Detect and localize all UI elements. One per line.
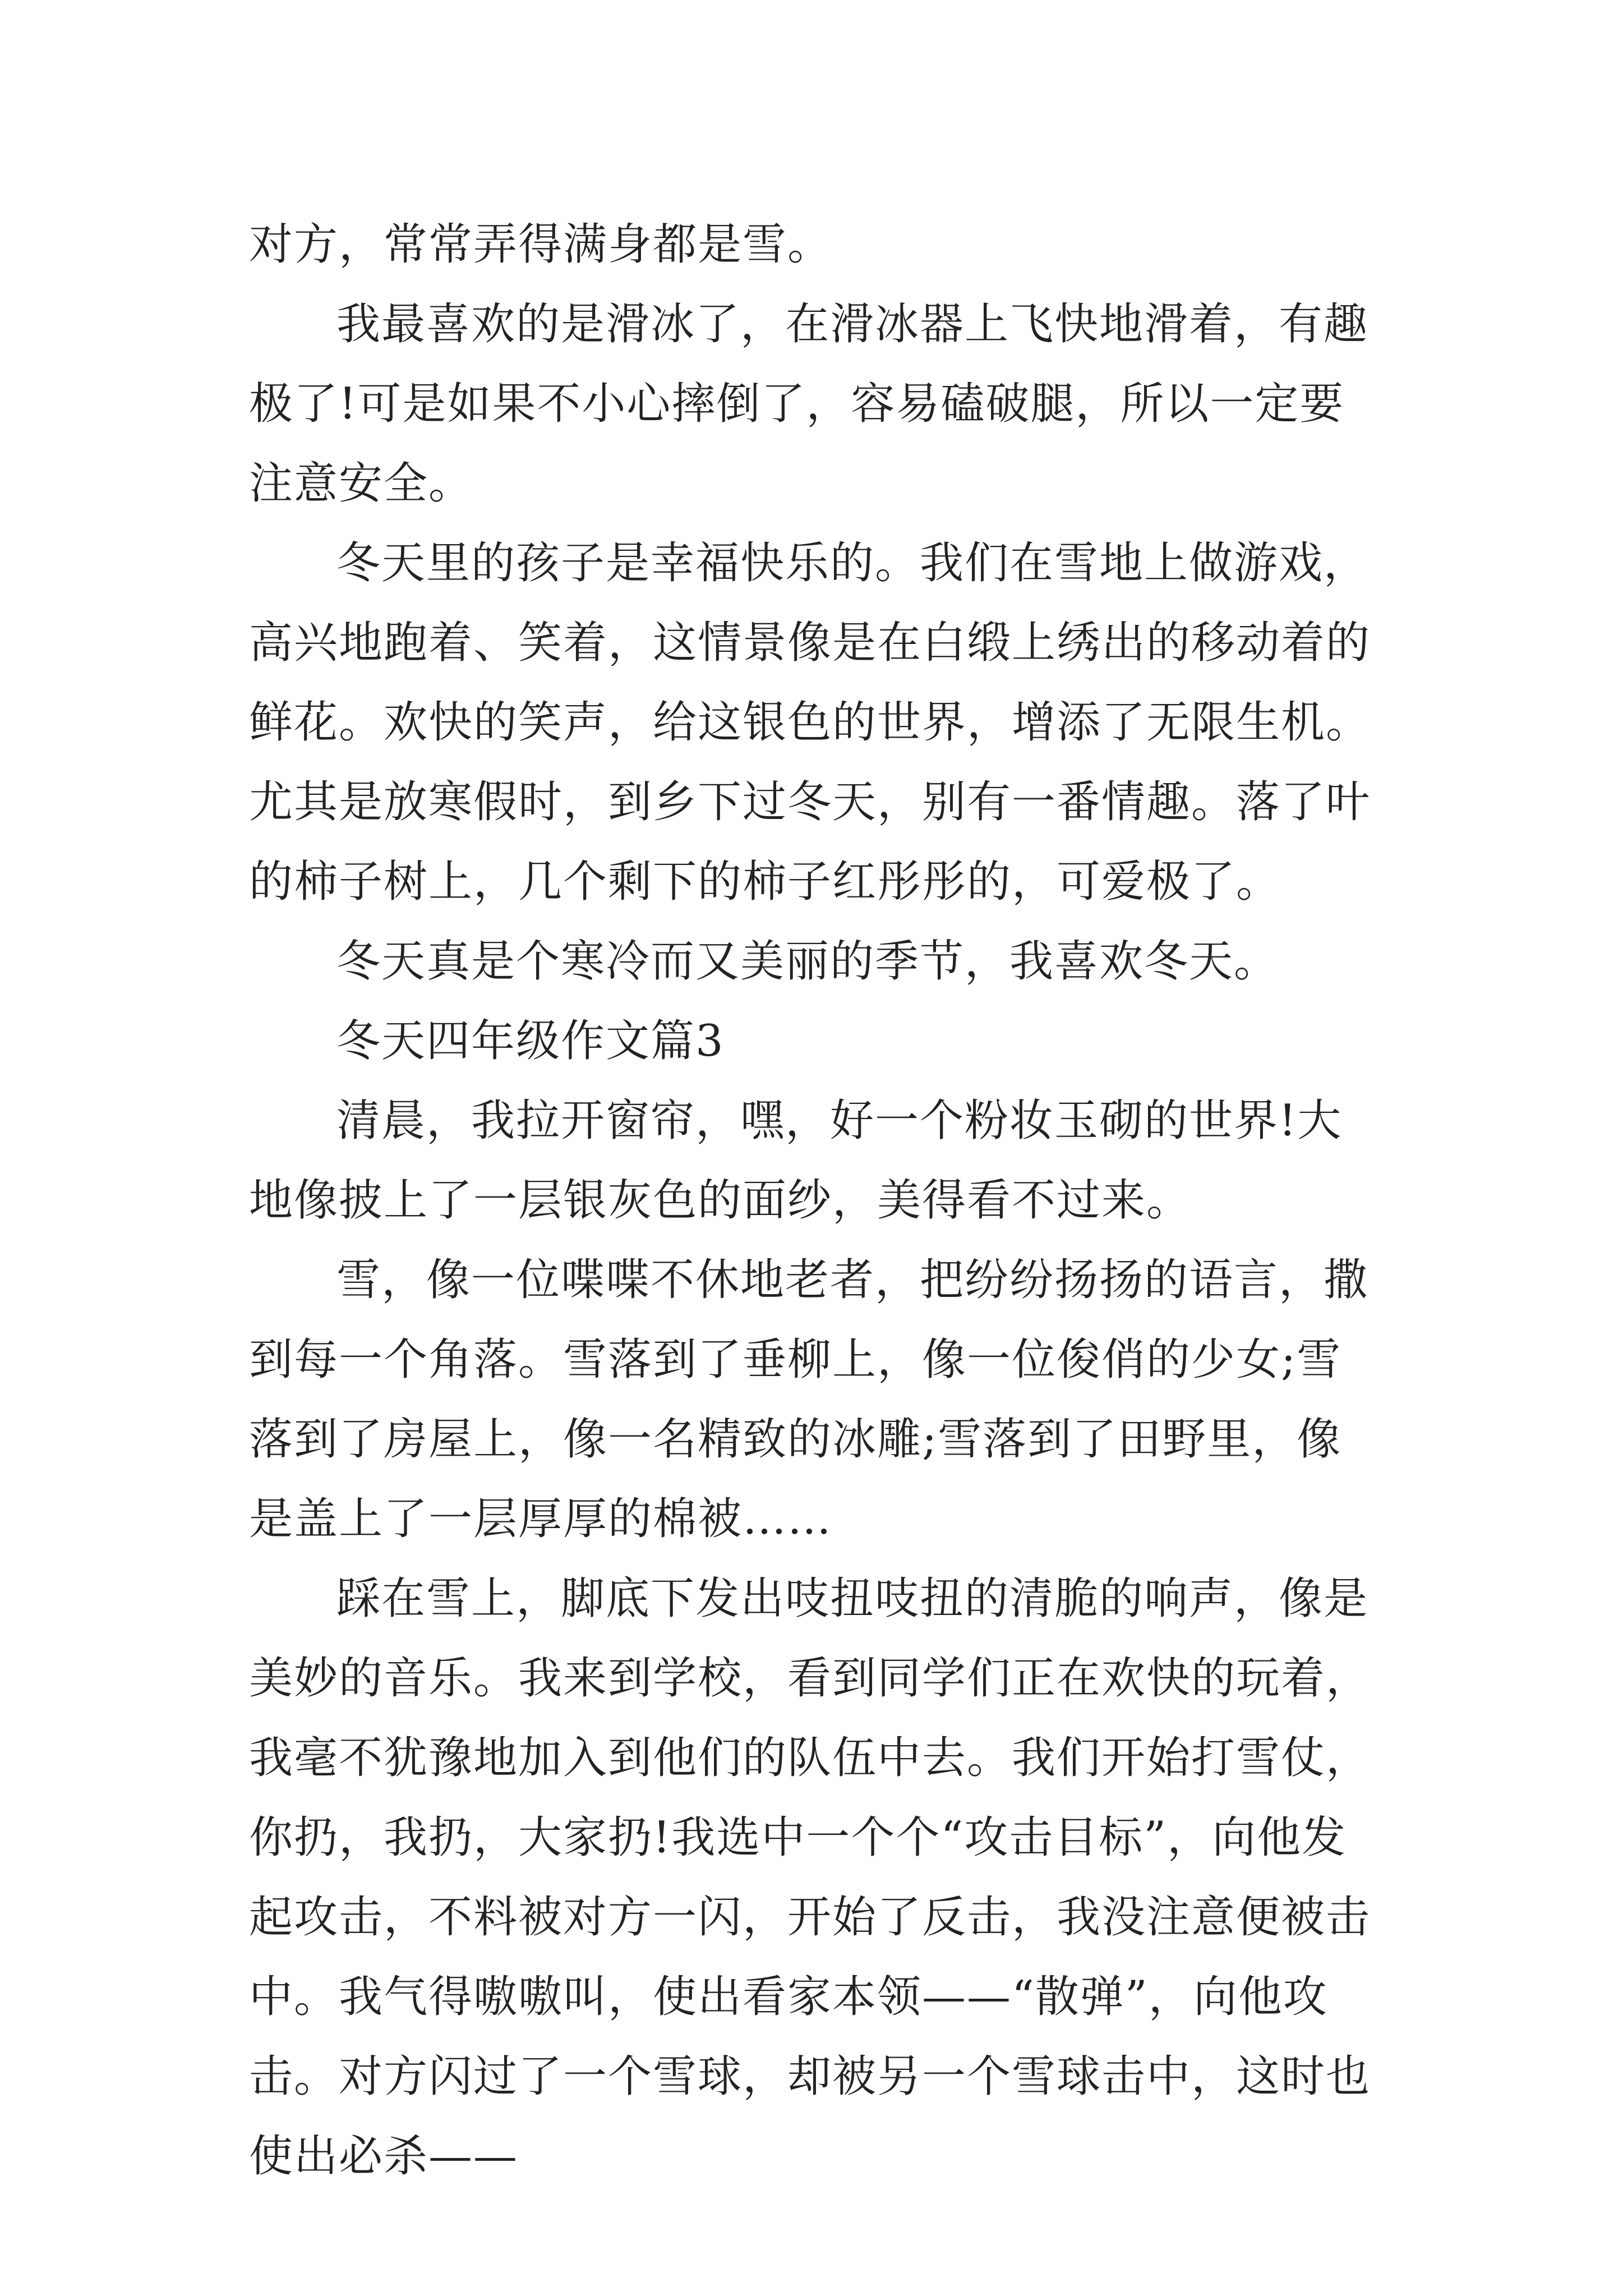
paragraph-1: 对方，常常弄得满身都是雪。 xyxy=(249,219,833,270)
paragraph-2: 我最喜欢的是滑冰了，在滑冰器上飞快地滑着，有趣极了!可是如果不小心摔倒了，容易磕破腿，所以一定要注意安全。 xyxy=(249,299,1369,509)
paragraph-7: 踩在雪上，脚底下发出吱扭吱扭的清脆的响声，像是美妙的音乐。我来到学校，看到同学们正在欢快的玩着，我毫不犹豫地加入到他们的队伍中去。我们开始打雪仗，你扔，我扔，大家扔!我选中一个个“攻击目标”，向他发起攻击，不料被对方一闪，开始了反击，我没注意便被击中。我气得嗷嗷叫，使出看家本领——“散弹”，向他攻击。对方闪过了一个雪球，却被另一个雪球击中，这时也使出必杀—— xyxy=(249,1573,1371,2182)
paragraph-5: 清晨，我拉开窗帘，嘿，好一个粉妆玉砌的世界!大地像披上了一层银灰色的面纱，美得看不过来。 xyxy=(249,1096,1343,1226)
paragraph-3: 冬天里的孩子是幸福快乐的。我们在雪地上做游戏，高兴地跑着、笑着，这情景像是在白缎上绣出的移动着的鲜花。欢快的笑声，给这银色的世界，增添了无限生机。尤其是放寒假时，到乡下过冬天，别有一番情趣。落了叶的柿子树上，几个剩下的柿子红彤彤的，可爱极了。 xyxy=(249,538,1371,907)
paragraph-6: 雪，像一位喋喋不休地老者，把纷纷扬扬的语言，撒到每一个角落。雪落到了垂柳上，像一位俊俏的少女;雪落到了房屋上，像一名精致的冰雕;雪落到了田野里，像是盖上了一层厚厚的棉被…… xyxy=(249,1255,1369,1544)
document-body xyxy=(249,205,1382,2196)
section-heading: 冬天四年级作文篇3 xyxy=(336,1016,725,1066)
paragraph-4: 冬天真是个寒冷而又美丽的季节，我喜欢冬天。 xyxy=(336,936,1279,987)
